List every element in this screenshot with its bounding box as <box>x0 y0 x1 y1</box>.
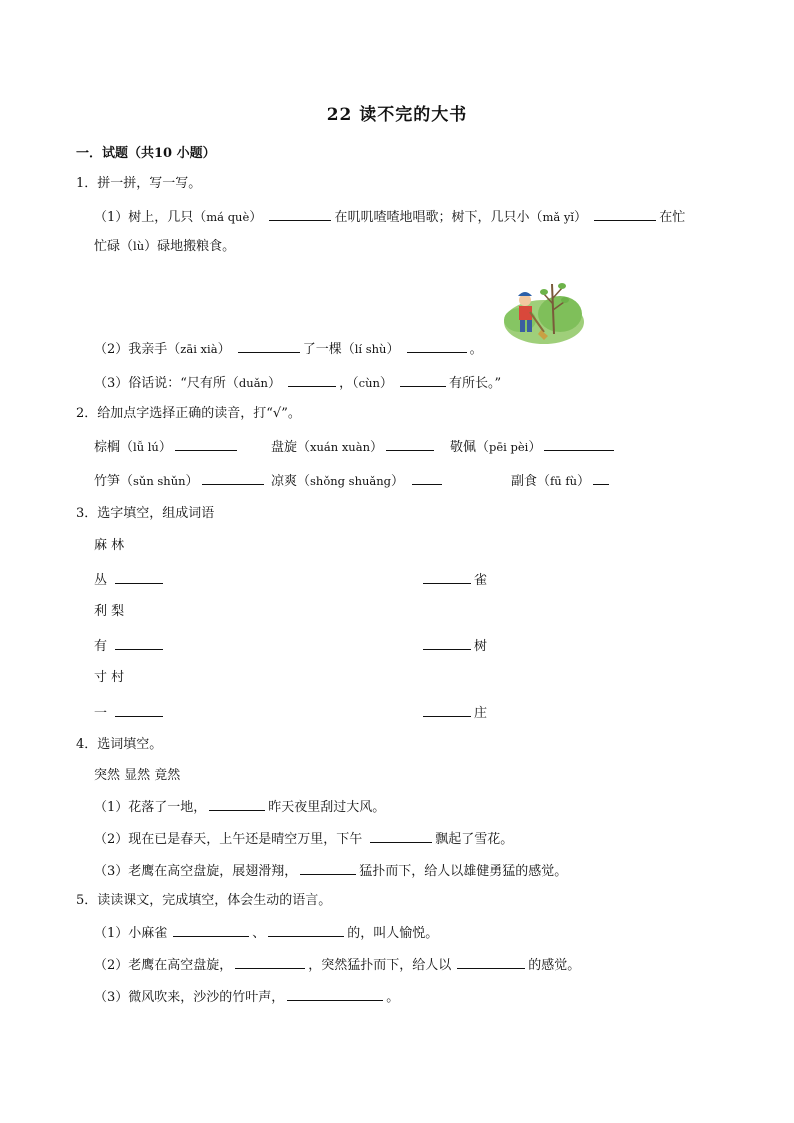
answer-blank[interactable] <box>423 703 471 717</box>
word-bank: 突然 显然 竟然 <box>94 768 181 783</box>
text: 在忙 <box>659 210 686 225</box>
word: 副食（ <box>511 474 551 489</box>
q2-item <box>450 437 617 457</box>
text: ） <box>574 210 588 225</box>
text: ，突然猛扑而下，给人以 <box>308 958 452 973</box>
text: （2）我亲手（ <box>94 342 181 357</box>
answer-blank[interactable] <box>238 339 300 353</box>
pinyin: lí shù <box>354 342 387 356</box>
answer-blank[interactable] <box>268 923 344 937</box>
q4-sentence-2 <box>94 829 513 849</box>
answer-blank[interactable] <box>423 636 471 650</box>
word-fill-left <box>94 703 166 723</box>
text: ）碌地搬粮食。 <box>144 239 236 254</box>
pinyin: lù <box>133 239 145 253</box>
text: ） <box>369 440 383 455</box>
text: （3）俗话说：“尺有所（ <box>94 376 239 391</box>
word-fill-left <box>94 570 166 590</box>
answer-blank[interactable] <box>594 207 656 221</box>
q1-part1-line2 <box>94 237 235 256</box>
text: （2）现在已是春天，上午还是晴空万里，下午 <box>94 832 363 847</box>
pinyin: duǎn <box>238 376 268 390</box>
word: 竹笋（ <box>94 474 134 489</box>
answer-blank[interactable] <box>115 570 163 584</box>
answer-blank[interactable] <box>173 923 249 937</box>
given-char: 丛 <box>94 573 108 588</box>
answer-blank[interactable] <box>423 570 471 584</box>
q2-item <box>271 471 445 491</box>
given-char: 雀 <box>474 573 488 588</box>
text: 的，叫人愉悦。 <box>347 926 439 941</box>
pinyin: zāi xià <box>180 342 218 356</box>
text: （1）小麻雀 <box>94 926 168 941</box>
answer-blank[interactable] <box>175 437 237 451</box>
text: ） <box>185 474 199 489</box>
pinyin-options: pēi pèi <box>489 440 529 454</box>
char-choices: 寸 村 <box>94 670 125 685</box>
answer-blank[interactable] <box>209 797 265 811</box>
answer-blank[interactable] <box>115 636 163 650</box>
text: 的感觉。 <box>528 958 581 973</box>
word-fill-right <box>420 636 487 656</box>
text: （1）树上，几只（ <box>94 210 207 225</box>
char-choices: 利 梨 <box>94 604 125 619</box>
answer-blank[interactable] <box>235 955 305 969</box>
answer-blank[interactable] <box>412 471 442 485</box>
question-2-stem: 2．给加点字选择正确的读音，打“√”。 <box>76 406 301 421</box>
text: 、 <box>252 926 266 941</box>
answer-blank[interactable] <box>370 829 432 843</box>
word: 敬佩（ <box>450 440 490 455</box>
word-fill-right <box>420 570 487 590</box>
given-char: 树 <box>474 639 488 654</box>
text: ） <box>379 376 393 391</box>
text: 飘起了雪花。 <box>435 832 514 847</box>
text: ） <box>249 210 263 225</box>
given-char: 一 <box>94 706 108 721</box>
pinyin: cùn <box>358 376 380 390</box>
text: ） <box>158 440 172 455</box>
question-5-stem: 5．读读课文，完成填空，体会生动的语言。 <box>76 893 332 908</box>
text: ） <box>391 474 405 489</box>
q1-part1-line1 <box>94 207 685 227</box>
word: 凉爽（ <box>271 474 311 489</box>
answer-blank[interactable] <box>400 373 446 387</box>
page-title: 22 读不完的大书 <box>326 105 468 125</box>
answer-blank[interactable] <box>407 339 467 353</box>
pinyin: má què <box>206 210 250 224</box>
text: 昨天夜里刮过大风。 <box>268 800 386 815</box>
text: ） <box>528 440 542 455</box>
answer-blank[interactable] <box>593 471 609 485</box>
text: ，（ <box>339 376 359 391</box>
answer-blank[interactable] <box>202 471 264 485</box>
text: 。 <box>386 990 400 1005</box>
word-fill-right <box>420 703 487 723</box>
word: 棕榈（ <box>94 440 134 455</box>
text: ） <box>386 342 400 357</box>
given-char: 庄 <box>474 706 488 721</box>
answer-blank[interactable] <box>300 861 356 875</box>
q1-part3 <box>94 373 501 393</box>
answer-blank[interactable] <box>115 703 163 717</box>
q4-sentence-3 <box>94 861 567 881</box>
text: 在叽叽喳喳地唱歌；树下，几只小（ <box>334 210 543 225</box>
pinyin-options: shǒng shuǎng <box>310 474 392 488</box>
text: （3）老鹰在高空盘旋，展翅滑翔， <box>94 864 298 879</box>
answer-blank[interactable] <box>288 373 336 387</box>
question-3-stem: 3．选字填空，组成词语 <box>76 506 215 521</box>
given-char: 有 <box>94 639 108 654</box>
section-heading: 一．试题（共10 小题） <box>76 146 216 161</box>
word-fill-left <box>94 636 166 656</box>
pinyin-options: xuán xuàn <box>310 440 370 454</box>
pinyin-options: fū fù <box>550 474 577 488</box>
q5-sentence-1 <box>94 923 438 943</box>
q2-item <box>511 471 612 491</box>
answer-blank[interactable] <box>544 437 614 451</box>
pinyin: mǎ yǐ <box>542 210 575 224</box>
text: ） <box>267 376 281 391</box>
q2-item <box>271 437 437 457</box>
q5-sentence-3 <box>94 987 399 1007</box>
text: 了一棵（ <box>302 342 355 357</box>
word: 盘旋（ <box>271 440 311 455</box>
boy-planting-tree-illustration <box>500 274 588 344</box>
text: 有所长。” <box>449 376 502 391</box>
text: （3）微风吹来，沙沙的竹叶声， <box>94 990 285 1005</box>
char-choices: 麻 林 <box>94 538 125 553</box>
q4-sentence-1 <box>94 797 385 817</box>
text: 猛扑而下，给人以雄健勇猛的感觉。 <box>359 864 568 879</box>
pinyin-options: sǔn shǔn <box>133 474 186 488</box>
answer-blank[interactable] <box>386 437 434 451</box>
question-1-stem: 1．拼一拼，写一写。 <box>76 176 202 191</box>
q5-sentence-2 <box>94 955 580 975</box>
question-4-stem: 4．选词填空。 <box>76 737 163 752</box>
q2-item <box>94 437 240 457</box>
answer-blank[interactable] <box>457 955 525 969</box>
text: 忙碌（ <box>94 239 134 254</box>
pinyin-options: lǚ lú <box>133 440 159 454</box>
text: ） <box>217 342 231 357</box>
answer-blank[interactable] <box>287 987 383 1001</box>
text: ） <box>577 474 591 489</box>
q2-item <box>94 471 267 491</box>
text: （2）老鹰在高空盘旋， <box>94 958 233 973</box>
q1-part2 <box>94 339 483 359</box>
answer-blank[interactable] <box>269 207 331 221</box>
text: （1）花落了一地， <box>94 800 207 815</box>
text: 。 <box>469 342 483 357</box>
